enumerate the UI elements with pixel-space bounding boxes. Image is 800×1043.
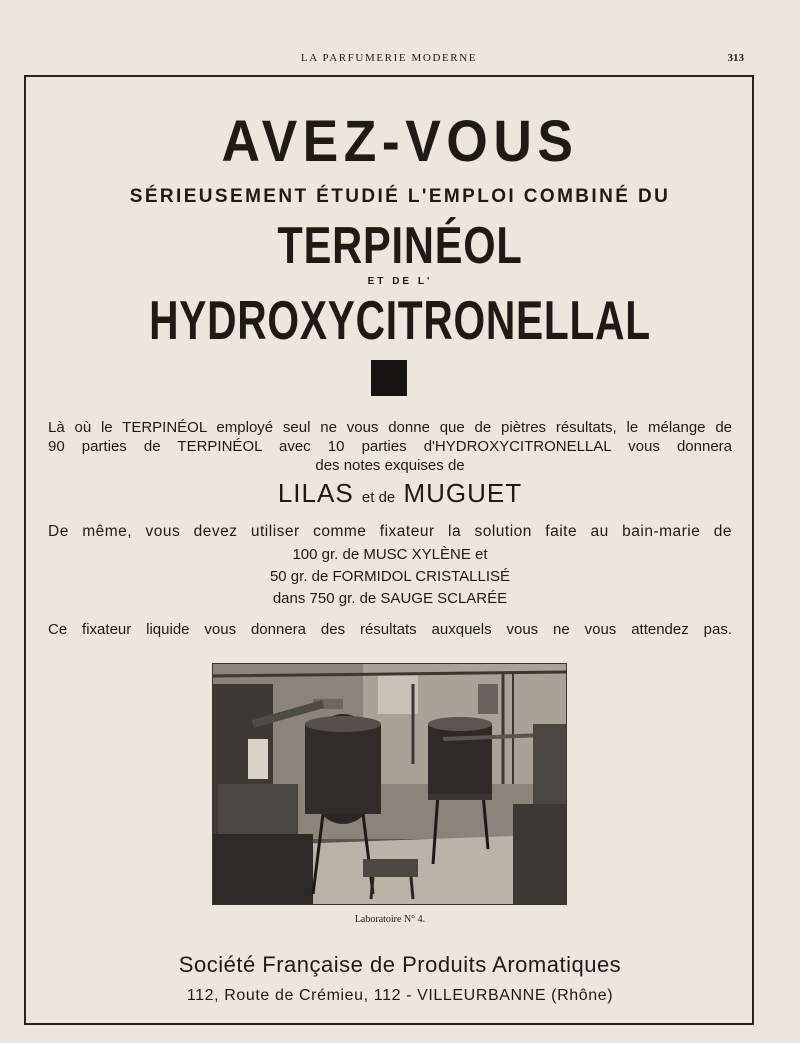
ad-subhead: SÉRIEUSEMENT ÉTUDIÉ L'EMPLOI COMBINÉ DU: [129, 186, 671, 207]
fragrance-notes: [0, 478, 800, 509]
paragraph-1-line-3: des notes exquises de: [315, 457, 465, 474]
paragraph-1-line-1: Là où le TERPINÉOL employé seul ne vous donne que de piètres résultats, le mélange de: [48, 419, 732, 436]
page-number: 313: [727, 52, 744, 64]
company-address: 112, Route de Crémieu, 112 - VILLEURBANNE (Rhône): [186, 987, 614, 1004]
company-name: Société Française de Produits Aromatiques: [178, 952, 622, 977]
paragraph-1-line-2: 90 parties de TERPINÉOL avec 10 parties d'HYDROXYCITRONELLAL vous donnera: [48, 438, 732, 455]
paragraph-3: Ce fixateur liquide vous donnera des résultats auxquels vous ne vous attendez pas.: [48, 621, 732, 638]
laboratory-illustration: [213, 664, 567, 905]
product-connector: ET DE L': [367, 276, 433, 287]
decorative-square-ornament: [371, 360, 407, 396]
note-joiner: et de: [361, 489, 396, 506]
photo-caption: Laboratoire N° 4.: [354, 914, 426, 925]
ad-headline: AVEZ-VOUS: [221, 109, 579, 174]
note-muguet: MUGUET: [403, 478, 523, 508]
laboratory-photo: [212, 663, 567, 905]
formula-line-2: 50 gr. de FORMIDOL CRISTALLISÉ: [269, 568, 511, 585]
paragraph-2: De même, vous devez utiliser comme fixateur la solution faite au bain-marie de: [48, 523, 732, 540]
journal-title: LA PARFUMERIE MODERNE: [300, 52, 478, 64]
note-lilas: LILAS: [277, 478, 354, 508]
formula-line-1: 100 gr. de MUSC XYLÈNE et: [292, 546, 488, 563]
product-name-terpineol: TERPINÉOL: [277, 217, 523, 275]
running-header: [0, 52, 800, 68]
product-name-hydroxycitronellal: HYDROXYCITRONELLAL: [149, 289, 651, 351]
formula-line-3: dans 750 gr. de SAUGE SCLARÉE: [272, 590, 508, 607]
